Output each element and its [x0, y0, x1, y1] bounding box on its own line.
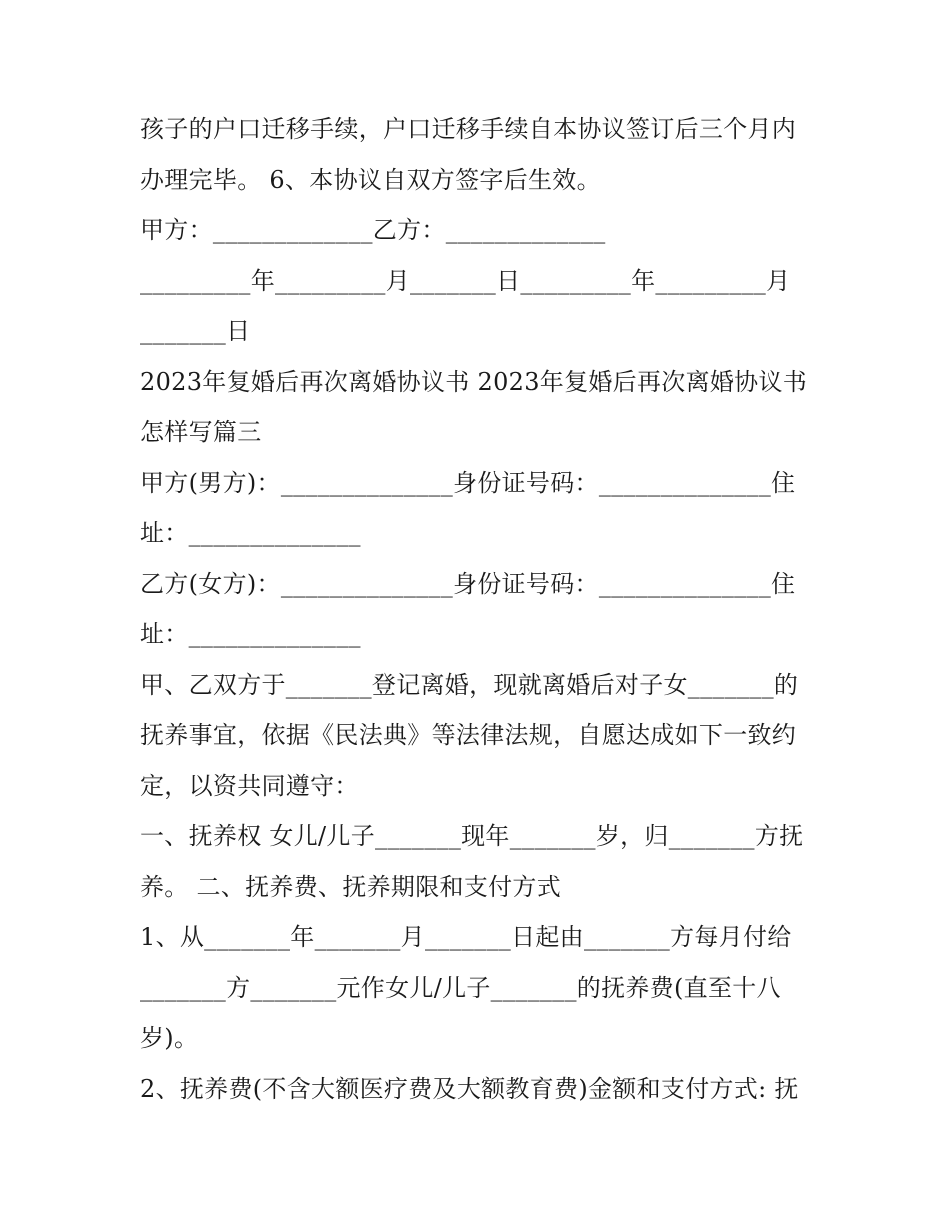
text-line: 孩子的户口迁移手续，户口迁移手续自本协议签订后三个月内 [140, 115, 797, 143]
text-line: 定，以资共同遵守： [140, 771, 359, 800]
section-title: 2023年复婚后再次离婚协议书 2023年复婚后再次离婚协议书 [140, 367, 808, 396]
text-line: 甲、乙双方于_______登记离婚，现就离婚后对子女_______的 [140, 670, 799, 699]
party-b-line: 乙方(女方)：______________身份证号码：______________住 [140, 569, 796, 598]
section-title: 怎样写篇三 [140, 418, 262, 446]
clause-line: 一、抚养权 女儿/儿子_______现年_______岁，归_______方抚 [140, 822, 804, 850]
document-body [140, 104, 820, 1114]
signature-line: 甲方：_____________乙方：_____________ [140, 216, 606, 244]
party-a-address-line: 址：______________ [140, 519, 361, 547]
party-a-line: 甲方(男方)：______________身份证号码：______________住 [140, 468, 796, 497]
clause-line: 1、从_______年_______月_______日起由_______方每月付给 [140, 923, 792, 951]
clause-line: 2、抚养费(不含大额医疗费及大额教育费)金额和支付方式: 抚 [140, 1074, 799, 1103]
clause-line: 养。 二、抚养费、抚养期限和支付方式 [140, 872, 562, 901]
text-line: 办理完毕。 6、本协议自双方签字后生效。 [140, 165, 601, 194]
clause-line: _______方_______元作女儿/儿子_______的抚养费(直至十八 [140, 973, 781, 1002]
date-line: _________年_________月_______日_________年_________月 [140, 266, 791, 295]
clause-line: 岁)。 [140, 1024, 199, 1052]
party-b-address-line: 址：______________ [140, 620, 361, 648]
date-line: _______日 [140, 317, 251, 345]
text-line: 抚养事宜，依据《民法典》等法律法规，自愿达成如下一致约 [140, 721, 797, 749]
